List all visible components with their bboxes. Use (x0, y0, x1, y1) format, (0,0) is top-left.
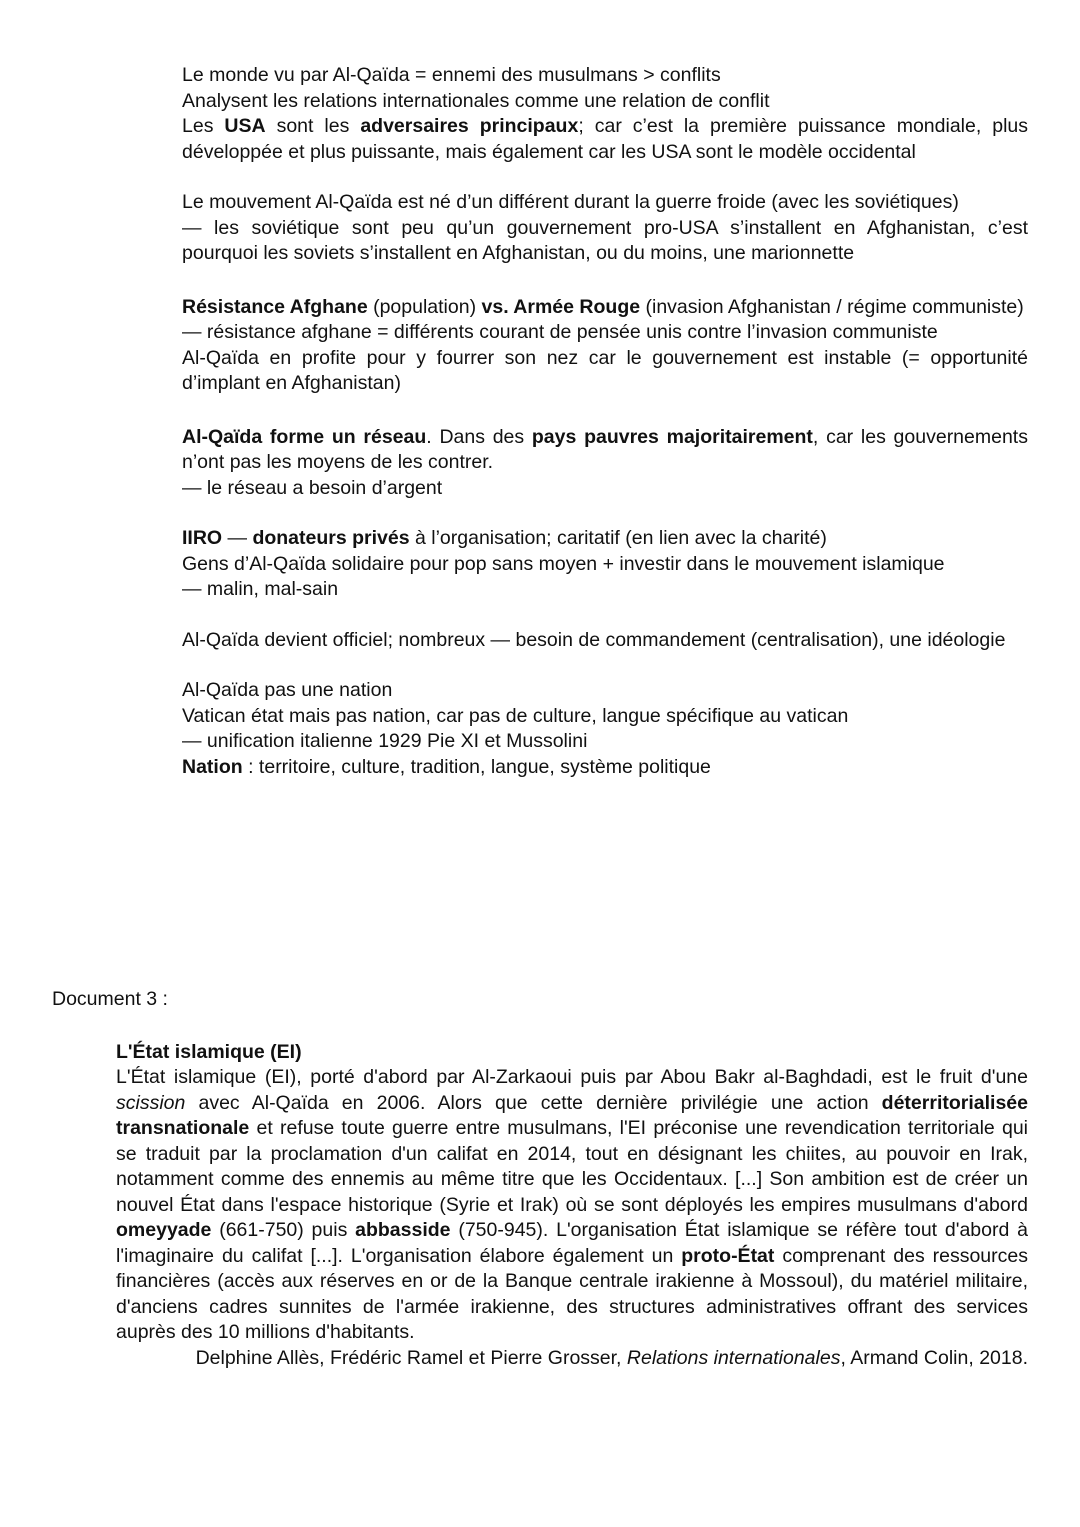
bold-term: Nation (182, 755, 243, 778)
text-run: L'État islamique (EI), porté d'abord par Al-Zarkaoui puis par Abou Bakr al-Baghdadi, est le fruit d'une (116, 1066, 1028, 1088)
bold-term: Résistance Afghane (182, 295, 368, 318)
note-line: Al-Qaïda pas une nation (182, 679, 393, 701)
note-line: — malin, mal-sain (182, 578, 339, 600)
bold-term: donateurs privés (252, 527, 410, 549)
notes-block-afghan-resistance (182, 295, 1028, 397)
bold-term: Al-Qaïda forme un réseau (182, 425, 427, 448)
note-line: Al-Qaïda devient officiel; nombreux — besoin de commandement (centralisation), une idéologie (182, 628, 1006, 651)
bold-term: USA (224, 115, 266, 137)
document-3-excerpt (116, 1039, 1028, 1371)
text-run: (population) (367, 295, 482, 318)
bold-term: déterritorialisée transnationale (116, 1091, 1028, 1139)
text-run: sont les (265, 115, 361, 137)
source-publisher: , Armand Colin, 2018. (840, 1346, 1028, 1369)
text-run: : territoire, culture, tradition, langue, système politique (242, 755, 711, 778)
text-run: — (222, 527, 253, 549)
notes-block-network (182, 425, 1028, 502)
document-label: Document 3 : (52, 988, 168, 1010)
bold-term: adversaires principaux (360, 115, 579, 137)
bold-term: proto-État (681, 1244, 775, 1267)
source-authors: Delphine Allès, Frédéric Ramel et Pierre Grosser, (195, 1346, 627, 1369)
notes-block-iiro (182, 526, 1028, 603)
lecture-notes (182, 63, 1028, 805)
note-line: Vatican état mais pas nation, car pas de culture, langue spécifique au vatican (182, 704, 849, 727)
note-line: Gens d’Al-Qaïda solidaire pour pop sans moyen + investir dans le mouvement islamique (182, 552, 945, 575)
note-line (182, 526, 1028, 552)
notes-block-worldview (182, 63, 1028, 165)
note-line: — le réseau a besoin d’argent (182, 476, 443, 499)
text-run: Les (182, 115, 225, 137)
text-run: à l’organisation; caritatif (en lien avec la charité) (409, 527, 827, 549)
note-line: Le monde vu par Al-Qaïda = ennemi des musulmans > conflits (182, 64, 721, 86)
notes-block-origins (182, 190, 1028, 267)
text-run: comprenant des ressources financières (accès aux réserves en or de la Banque centrale irakienne à Mossoul), du matériel militaire, d'anciens cadres sunnites de l'armée irakienne, des structures administratives offrant des services auprès des 10 millions d'habitants. (116, 1244, 1028, 1343)
text-run: (invasion Afghanistan / régime communiste) (640, 295, 1024, 318)
notes-block-official (182, 628, 1028, 654)
text-run: avec Al-Qaïda en 2006. Alors que cette dernière privilégie une action (185, 1091, 882, 1114)
bold-term: omeyyade (116, 1219, 212, 1241)
text-run: ; car c’est la première puissance mondiale, plus développée et plus puissante, mais également car les USA sont le modèle occidental (182, 115, 1029, 163)
notes-block-nation (182, 678, 1028, 780)
note-line (182, 425, 1028, 476)
note-line: — résistance afghane = différents courant de pensée unis contre l’invasion communiste (182, 321, 938, 343)
bold-term: vs. Armée Rouge (481, 295, 641, 318)
bold-term: IIRO (182, 527, 223, 549)
excerpt-title: L'État islamique (EI) (116, 1041, 302, 1063)
excerpt-paragraph (116, 1065, 1028, 1346)
note-line: Le mouvement Al-Qaïda est né d’un différent durant la guerre froide (avec les soviétiques) (182, 191, 959, 213)
text-run: . Dans des (426, 425, 532, 448)
text-run: (661-750) puis (211, 1219, 356, 1241)
text-run: (750-945). L'organisation État islamique se réfère tout d'abord à l'imaginaire du califat [...]. L'organisation élabore également un (116, 1219, 1028, 1267)
text-run: et refuse toute guerre entre musulmans, l'EI préconise une revendication territoriale qui se traduit par la proclamation d'un califat en 2014, tout en désignant les chiites, au pouvoir en Irak, notamment comme des ennemis au même titre que les Occidentaux. [...] Son ambition est de créer un nouvel État dans l'espace historique (Syrie et Irak) où se sont déployés les empires musulmans d'abord (116, 1117, 1028, 1216)
note-line (182, 295, 1028, 321)
bold-term: abbasside (355, 1219, 451, 1241)
note-line: — unification italienne 1929 Pie XI et Mussolini (182, 730, 588, 752)
text-run: , car les gouvernements n’ont pas les moyens de les contrer. (182, 425, 1028, 473)
note-line: Analysent les relations internationales comme une relation de conflit (182, 89, 770, 112)
source-work-title: Relations internationales (626, 1346, 841, 1369)
italic-term: scission (116, 1091, 186, 1114)
note-line (182, 755, 1028, 781)
note-line (182, 114, 1028, 165)
note-line: Al-Qaïda en profite pour y fourrer son nez car le gouvernement est instable (= opportunité d’implant en Afghanistan) (182, 346, 1028, 394)
note-line: — les soviétique sont peu qu’un gouvernement pro-USA s’installent en Afghanistan, c’est pourquoi les soviets s’installent en Afghanistan, ou du moins, une marionnette (182, 216, 1028, 264)
bold-term: pays pauvres majoritairement (531, 425, 813, 448)
excerpt-source (116, 1346, 1028, 1372)
